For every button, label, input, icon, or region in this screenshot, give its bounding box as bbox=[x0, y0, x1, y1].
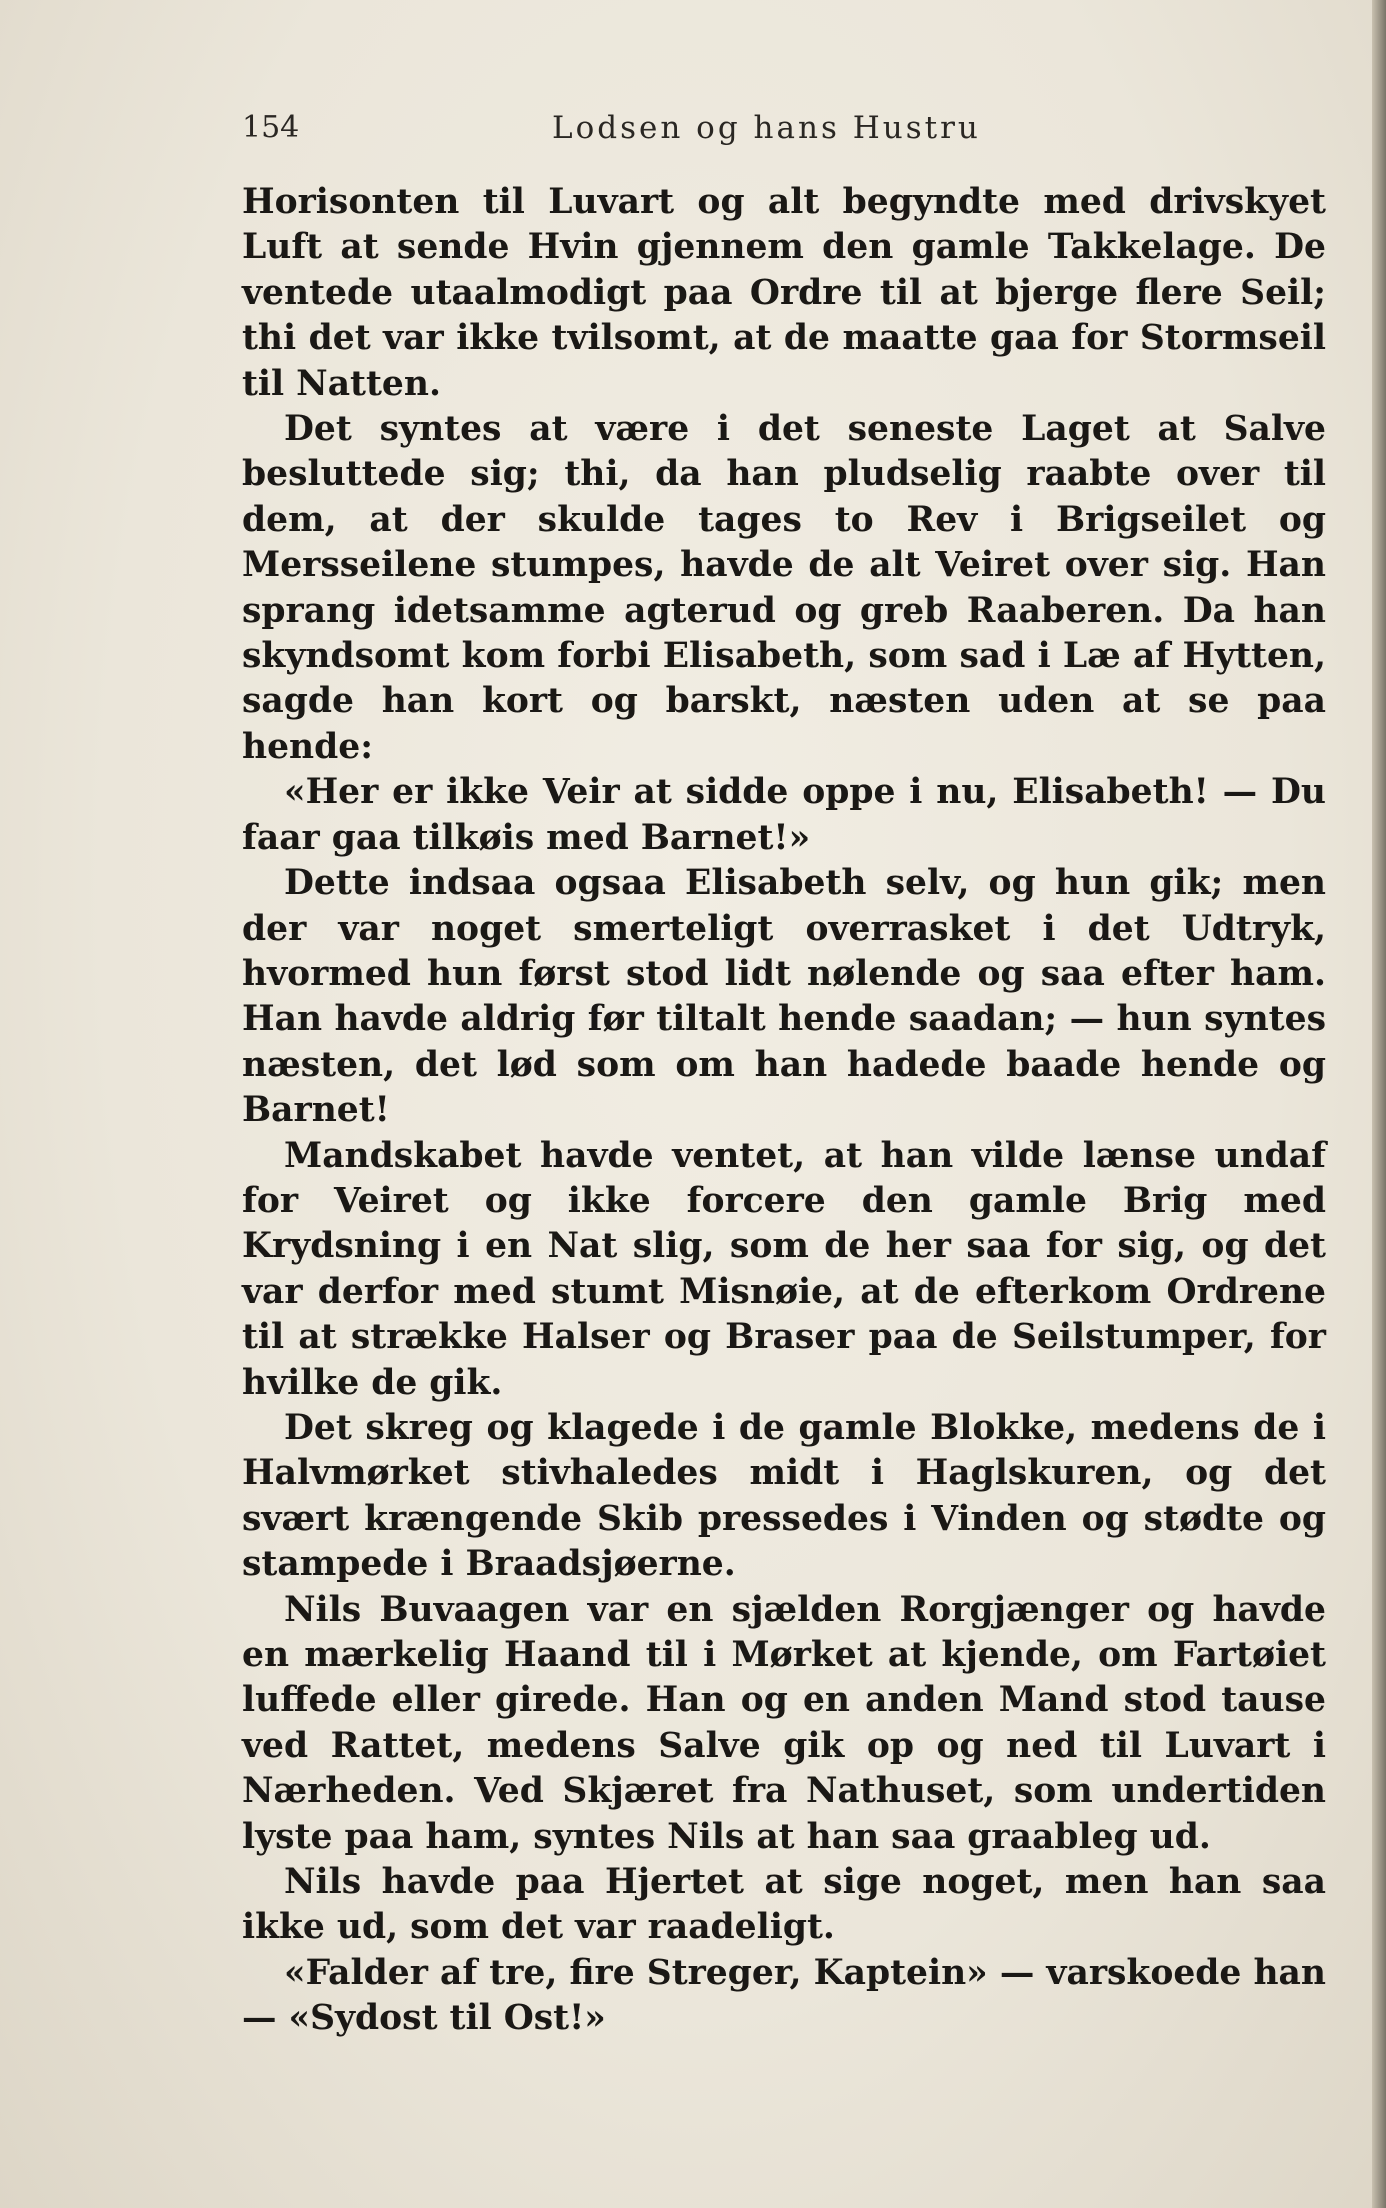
paragraph: Nils havde paa Hjertet at sige noget, men han saa ikke ud, som det var raadeligt. bbox=[242, 1862, 1326, 1948]
body-text bbox=[242, 180, 1326, 2042]
paragraph: Mandskabet havde ventet, at han vilde lænse undaf for Veiret og ikke forcere den gamle Brig med Krydsning i en Nat slig, som de her saa for sig, og det var derfor med stumt Misnøie, at de efterkom Ordrene til at strække Halser og Braser paa de Seilstumper, for hvilke de gik. bbox=[242, 1135, 1326, 1403]
paragraph: Nils Buvaagen var en sjælden Rorgjænger og havde en mærkelig Haand til i Mørket at kjende, om Fartøiet luffede eller girede. Han og en anden Mand stod tause ved Rattet, medens Salve gik op og ned til Luvart i Nærheden. Ved Skjæret fra Nathuset, som undertiden lyste paa ham, syntes Nils at han saa graableg ud. bbox=[242, 1589, 1326, 1857]
paragraph: Det skreg og klagede i de gamle Blokke, medens de i Halvmørket stivhaledes midt i Haglskuren, og det svært krængende Skib pressedes i Vinden og stødte og stampede i Braadsjøerne. bbox=[242, 1407, 1326, 1585]
page-number: 154 bbox=[242, 110, 300, 145]
paragraph: Dette indsaa ogsaa Elisabeth selv, og hun gik; men der var noget smerteligt overrasket i det Udtryk, hvormed hun først stod lidt nølende og saa efter ham. Han havde aldrig før tiltalt hende saadan; — hun syntes næsten, det lød som om han hadede baade hende og Barnet! bbox=[242, 863, 1326, 1131]
page-edge bbox=[1372, 0, 1386, 2208]
running-title: Lodsen og hans Hustru bbox=[552, 110, 981, 146]
paragraph: «Falder af tre, fire Streger, Kaptein» — varskoede han — «Sydost til Ost!» bbox=[242, 1952, 1326, 2039]
paragraph: «Her er ikke Veir at sidde oppe i nu, Elisabeth! — Du faar gaa tilkøis med Barnet!» bbox=[242, 772, 1326, 858]
page-header bbox=[242, 110, 1322, 160]
paragraph: Horisonten til Luvart og alt begyndte med drivskyet Luft at sende Hvin gjennem den gamle Takkelage. De ventede utaalmodigt paa Ordre til at bjerge flere Seil; thi det var ikke tvilsomt, at de maatte gaa for Stormseil til Natten. bbox=[242, 182, 1326, 404]
paragraph: Det syntes at være i det seneste Laget at Salve besluttede sig; thi, da han pludselig raabte over til dem, at der skulde tages to Rev i Brigseilet og Mersseilene stumpes, havde de alt Veiret over sig. Han sprang idetsamme agterud og greb Raaberen. Da han skyndsomt kom forbi Elisabeth, som sad i Læ af Hytten, sagde han kort og barskt, næsten uden at se paa hende: bbox=[242, 409, 1326, 767]
